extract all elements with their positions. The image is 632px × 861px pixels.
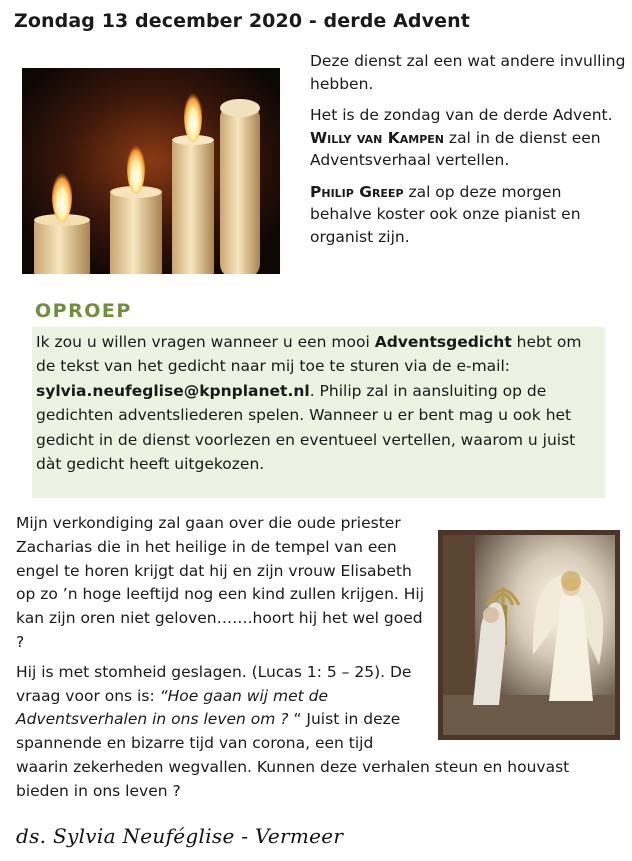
intro-text-run: Het is de zondag van de derde Advent.: [310, 106, 613, 124]
page-title: Zondag 13 december 2020 - derde Advent: [14, 10, 470, 32]
preaching-paragraph-1: Mijn verkondiging zal gaan over die oude priester Zacharias die in het heilige in de tempel van een engel te horen krijgt dat hij en zijn vrouw Elisabeth op zo ’n hoge leeftijd nog een kind zullen krijgen. Hij kan zijn oren niet geloven…….hoort hij het wel goed ?: [16, 514, 425, 651]
angel-painting-image: [438, 530, 620, 740]
name-philip-greep: Philip Greep: [310, 182, 404, 201]
intro-text-run: zal in de dienst een Adventsverhaal vertellen.: [310, 128, 601, 169]
name-willy-van-kampen: Willy van Kampen: [310, 128, 444, 147]
oproep-bold-term: Adventsgedicht: [374, 333, 512, 351]
candles-image: [22, 68, 280, 274]
angel-figure: [438, 530, 620, 740]
oproep-text: Ik zou u willen vragen wanneer u een mooi: [36, 333, 375, 351]
intro-paragraph-2: [310, 104, 626, 172]
oproep-box: [32, 327, 605, 498]
preaching-quote: “Hoe gaan wij met de Adventsverhalen in ons leven om ?: [16, 686, 329, 729]
signature: ds. Sylvia Neuféglise - Vermeer: [16, 824, 344, 848]
preaching-text-run: Hij is met stomheid geslagen. (Lucas 1: 5 – 25). De vraag voor ons is:: [16, 662, 412, 705]
oproep-heading: OPROEP: [35, 300, 132, 322]
preaching-section: [16, 512, 620, 810]
intro-text: [310, 50, 626, 257]
oproep-text: hebt om de tekst van het gedicht naar mij toe te sturen via de e-mail:: [36, 333, 582, 376]
intro-text-run: zal op deze morgen behalve koster ook onze pianist en organist zijn.: [310, 182, 581, 246]
intro-paragraph-3: [310, 181, 626, 249]
oproep-text: . Philip zal in aansluiting op de gedichten adventsliederen spelen. Wanneer u er bent mag u ook het gedicht in de dienst voorlezen en eventueel vertellen, waarom u juist dàt gedicht heeft uitgekozen.: [36, 381, 576, 474]
email-address[interactable]: sylvia.neufeglise@kpnplanet.nl: [36, 381, 310, 400]
intro-paragraph-1: Deze dienst zal een wat andere invulling hebben.: [310, 52, 626, 93]
preaching-text-run: “ Juist in deze spannende en bizarre tijd van corona, een tijd waarin zekerheden wegvallen. Kunnen deze verhalen steun en houvast bieden in ons leven ?: [16, 710, 570, 800]
